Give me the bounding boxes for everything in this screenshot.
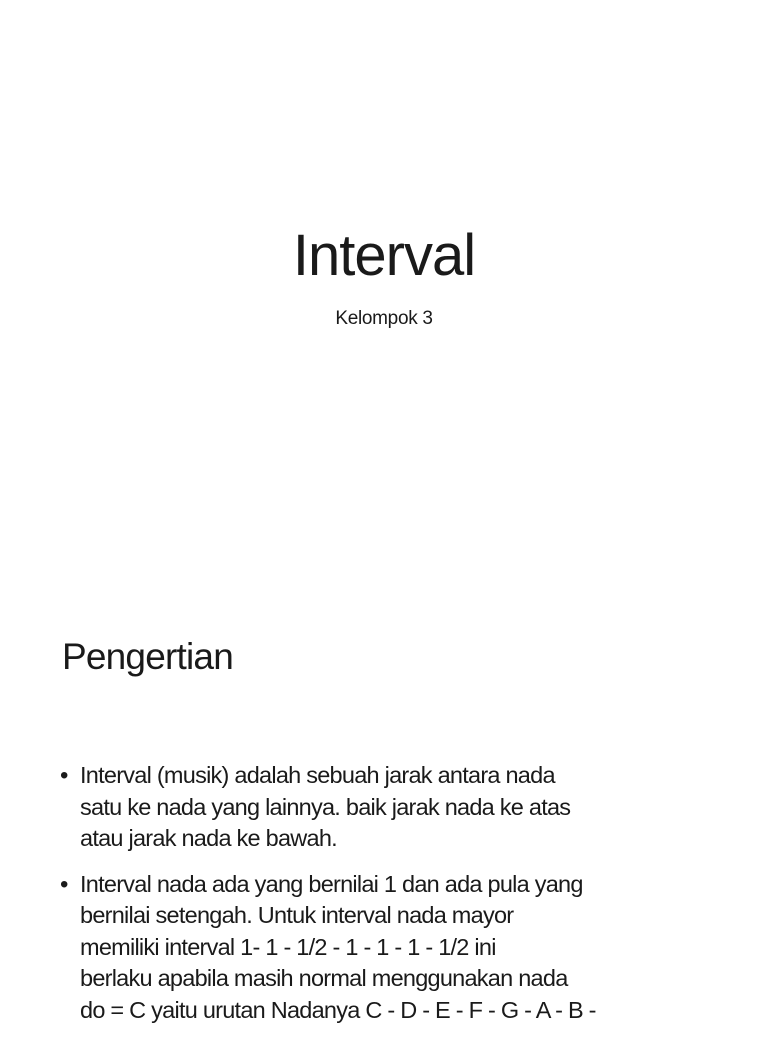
slide-heading: Pengertian — [62, 636, 233, 677]
bullet-line: satu ke nada yang lainnya. baik jarak nada ke atas — [80, 793, 571, 820]
bullet-line: bernilai setengah. Untuk interval nada mayor — [80, 902, 514, 928]
bullet-icon: • — [60, 762, 69, 789]
slide-subtitle: Kelompok 3 — [335, 308, 433, 329]
bullet-icon: • — [60, 870, 69, 898]
bullet-item — [58, 869, 758, 1027]
slide-title: Interval — [292, 223, 476, 288]
bullet-line: atau jarak nada ke bawah. — [80, 825, 337, 851]
bullet-line: memiliki interval 1- 1 - 1/2 - 1 - 1 - 1 - 1/2 ini — [80, 933, 496, 960]
bullet-list — [58, 760, 758, 1040]
bullet-line: Interval (musik) adalah sebuah jarak antara nada — [80, 762, 555, 788]
bullet-line: Interval nada ada yang bernilai 1 dan ada pula yang — [80, 870, 583, 897]
bullet-item — [58, 760, 758, 855]
bullet-line: berlaku apabila masih normal menggunakan nada — [80, 965, 568, 991]
bullet-line: do = C yaitu urutan Nadanya C - D - E - F - G - A - B - — [80, 996, 596, 1023]
